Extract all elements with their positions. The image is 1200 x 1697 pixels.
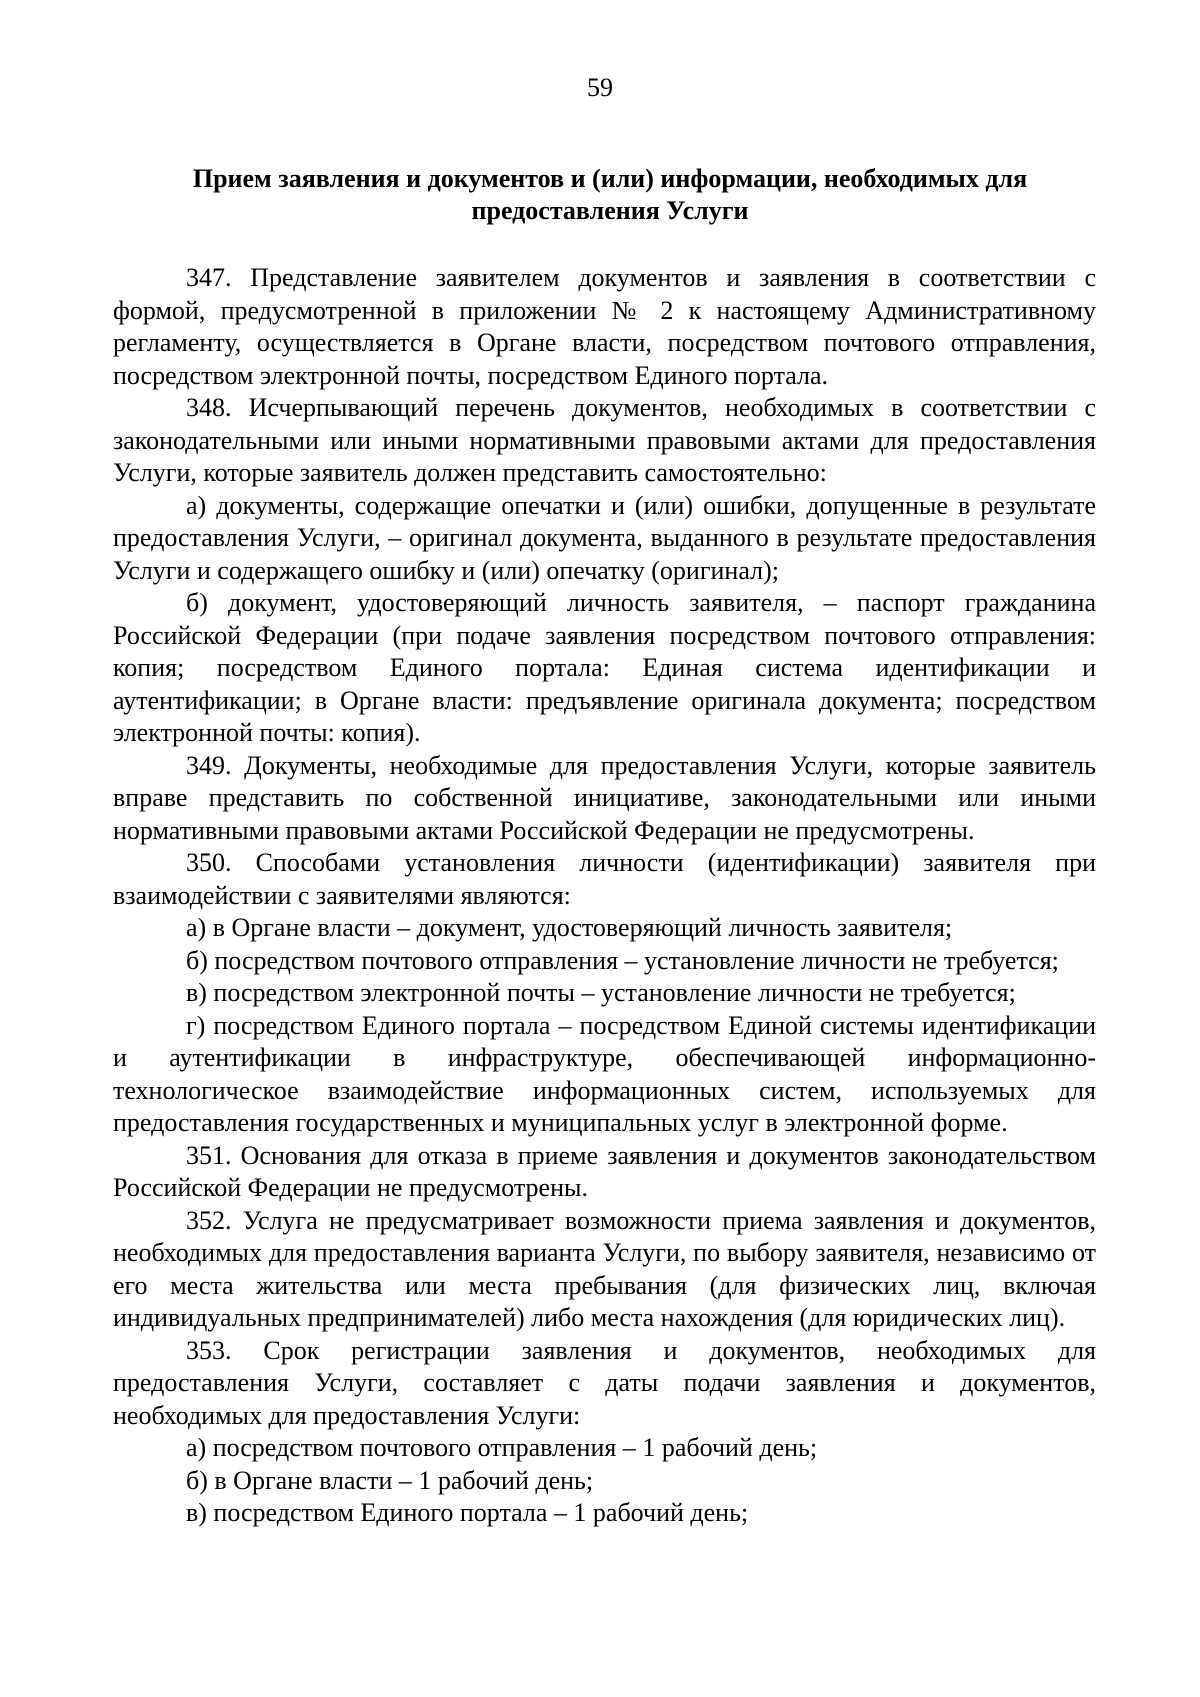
paragraph-350: 350. Способами установления личности (идентификации) заявителя при взаимодействии с заявителями являются:	[113, 848, 1096, 910]
document-body	[113, 262, 1096, 1530]
paragraph-350-a: а) в Органе власти – документ, удостоверяющий личность заявителя;	[186, 913, 953, 942]
paragraph-348: 348. Исчерпывающий перечень документов, необходимых в соответствии с законодательными или иными нормативными правовыми актами для предоставления Услуги, которые заявитель должен представить самостоятельно:	[113, 393, 1096, 487]
paragraph-348-b: б) документ, удостоверяющий личность заявителя, – паспорт гражданина Российской Федерации (при подаче заявления посредством почтового отправления: копия; посредством Единого портала: Единая система идентификации и аутентификации; в Органе власти: предъявление оригинала документа; посредством электронной почты: копия).	[113, 588, 1096, 747]
section-heading-line-2: предоставления Услуги	[471, 196, 749, 225]
paragraph-353: 353. Срок регистрации заявления и документов, необходимых для предоставления Услуги, составляет с даты подачи заявления и документов, необходимых для предоставления Услуги:	[113, 1335, 1096, 1430]
section-heading-line-1: Прием заявления и документов и (или) информации, необходимых для	[192, 164, 1028, 193]
paragraph-353-a: а) посредством почтового отправления – 1 рабочий день;	[186, 1433, 818, 1462]
paragraph-349: 349. Документы, необходимые для предоставления Услуги, которые заявитель вправе представить по собственной инициативе, законодательными или иными нормативными правовыми актами Российской Федерации не предусмотрены.	[113, 750, 1096, 845]
paragraph-350-v: в) посредством электронной почты – установление личности не требуется;	[186, 978, 1016, 1007]
paragraph-348-a: а) документы, содержащие опечатки и (или) ошибки, допущенные в результате предоставления Услуги, – оригинал документа, выданного в результате предоставления Услуги и содержащего ошибку и (или) опечатку (оригинал);	[113, 490, 1096, 585]
paragraph-347: 347. Представление заявителем документов и заявления в соответствии с формой, предусмотренной в приложении № 2 к настоящему Административному регламенту, осуществляется в Органе власти, посредством почтового отправления, посредством электронной почты, посредством Единого портала.	[113, 263, 1096, 390]
paragraph-352: 352. Услуга не предусматривает возможности приема заявления и документов, необходимых для предоставления варианта Услуги, по выбору заявителя, независимо от его места жительства или места пребывания (для физических лиц, включая индивидуальных предпринимателей) либо места нахождения (для юридических лиц).	[113, 1205, 1096, 1332]
paragraph-350-b: б) посредством почтового отправления – установление личности не требуется;	[186, 945, 1059, 975]
paragraph-353-b: б) в Органе власти – 1 рабочий день;	[186, 1465, 594, 1495]
paragraph-353-v: в) посредством Единого портала – 1 рабочий день;	[186, 1498, 749, 1527]
paragraph-350-g: г) посредством Единого портала – посредством Единой системы идентификации и аутентификации в инфраструктуре, обеспечивающей информационно-технологическое взаимодействие информационных систем, используемых для предоставления государственных и муниципальных услуг в электронной форме.	[113, 1010, 1096, 1137]
section-heading	[160, 163, 1060, 227]
page-number: 59	[587, 73, 613, 102]
paragraph-351: 351. Основания для отказа в приеме заявления и документов законодательством Российской Федерации не предусмотрены.	[113, 1140, 1096, 1202]
